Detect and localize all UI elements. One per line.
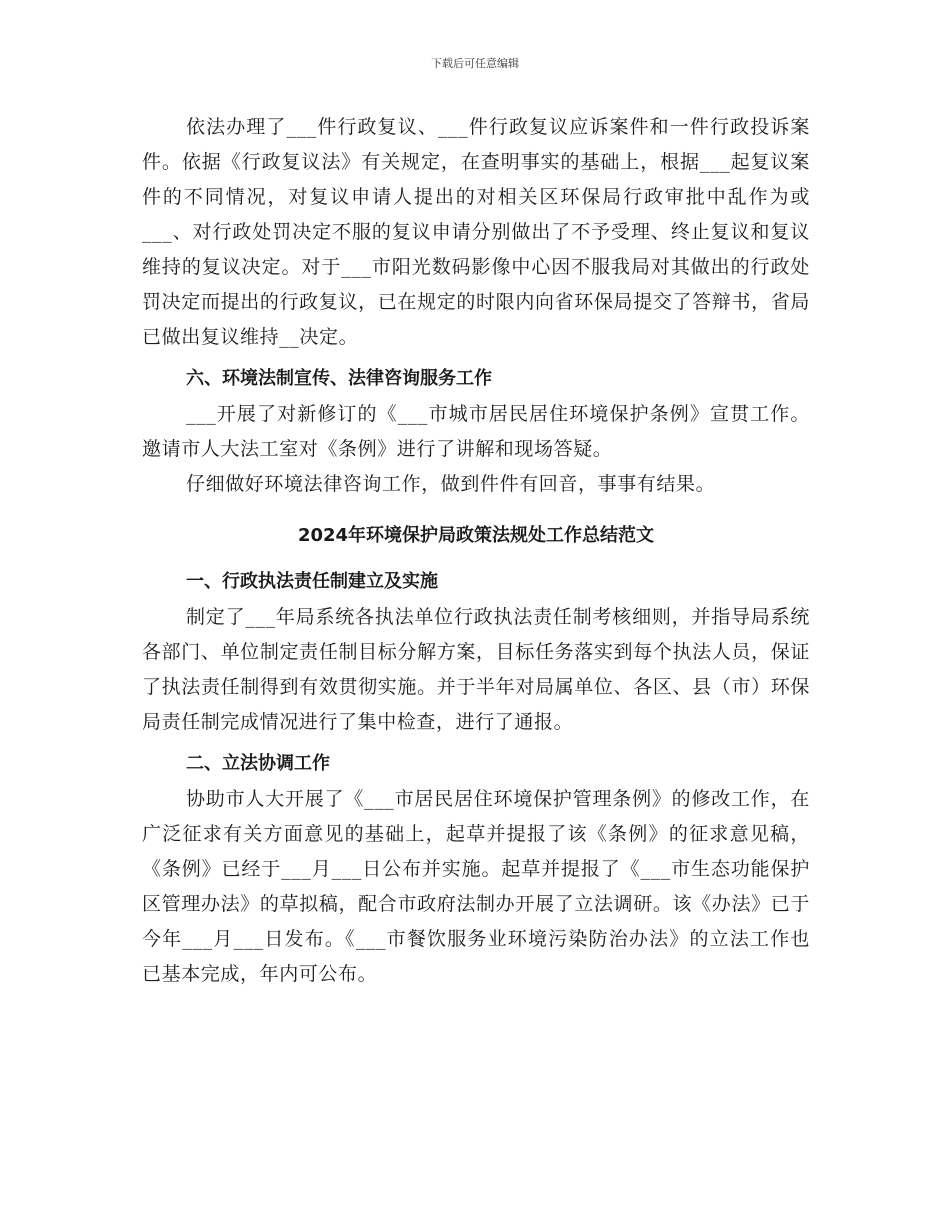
paragraph-responsibility: 制定了___年局系统各执法单位行政执法责任制考核细则，并指导局系统各部门、单位制定责任制目标分解方案，目标任务落实到每个执法人员，保证了执法责任制得到有效贯彻实施。并于半年对局属单位、各区、县（市）环保局责任制完成情况进行了集中检查，进行了通报。	[142, 606, 810, 733]
paragraph-publicity: ___开展了对新修订的《___市城市居民居住环境保护条例》宣贯工作。邀请市人大法工室对《条例》进行了讲解和现场答疑。	[142, 403, 810, 460]
document-title: 2024年环境保护局政策法规处工作总结范文	[297, 525, 655, 546]
paragraph-consultation: 仔细做好环境法律咨询工作，做到件件有回音，事事有结果。	[186, 473, 716, 495]
header-note: 下载后可任意编辑	[431, 57, 519, 70]
section-heading-2: 二、立法协调工作	[186, 753, 330, 774]
document-body	[142, 110, 810, 992]
paragraph-review-cases: 依法办理了___件行政复议、___件行政复议应诉案件和一件行政投诉案件。依据《行政复议法》有关规定，在查明事实的基础上，根据___起复议案件的不同情况，对复议申请人提出的对相关区环保局行政审批中乱作为或___、对行政处罚决定不服的复议申请分别做出了不予受理、终止复议和复议维持的复议决定。对于___市阳光数码影像中心因不服我局对其做出的行政处罚决定而提出的行政复议，已在规定的时限内向省环保局提交了答辩书，省局已做出复议维持__决定。	[142, 116, 810, 348]
paragraph-legislation: 协助市人大开展了《___市居民居住环境保护管理条例》的修改工作，在广泛征求有关方面意见的基础上，起草并提报了该《条例》的征求意见稿，《条例》已经于___月___日公布并实施。起草并提报了《___市生态功能保护区管理办法》的草拟稿，配合市政府法制办开展了立法调研。该《办法》已于今年___月___日发布。《___市餐饮服务业环境污染防治办法》的立法工作也已基本完成，年内可公布。	[142, 788, 810, 985]
section-heading-1: 一、行政执法责任制建立及实施	[186, 571, 438, 592]
section-heading-6: 六、环境法制宣传、法律咨询服务工作	[186, 368, 492, 389]
